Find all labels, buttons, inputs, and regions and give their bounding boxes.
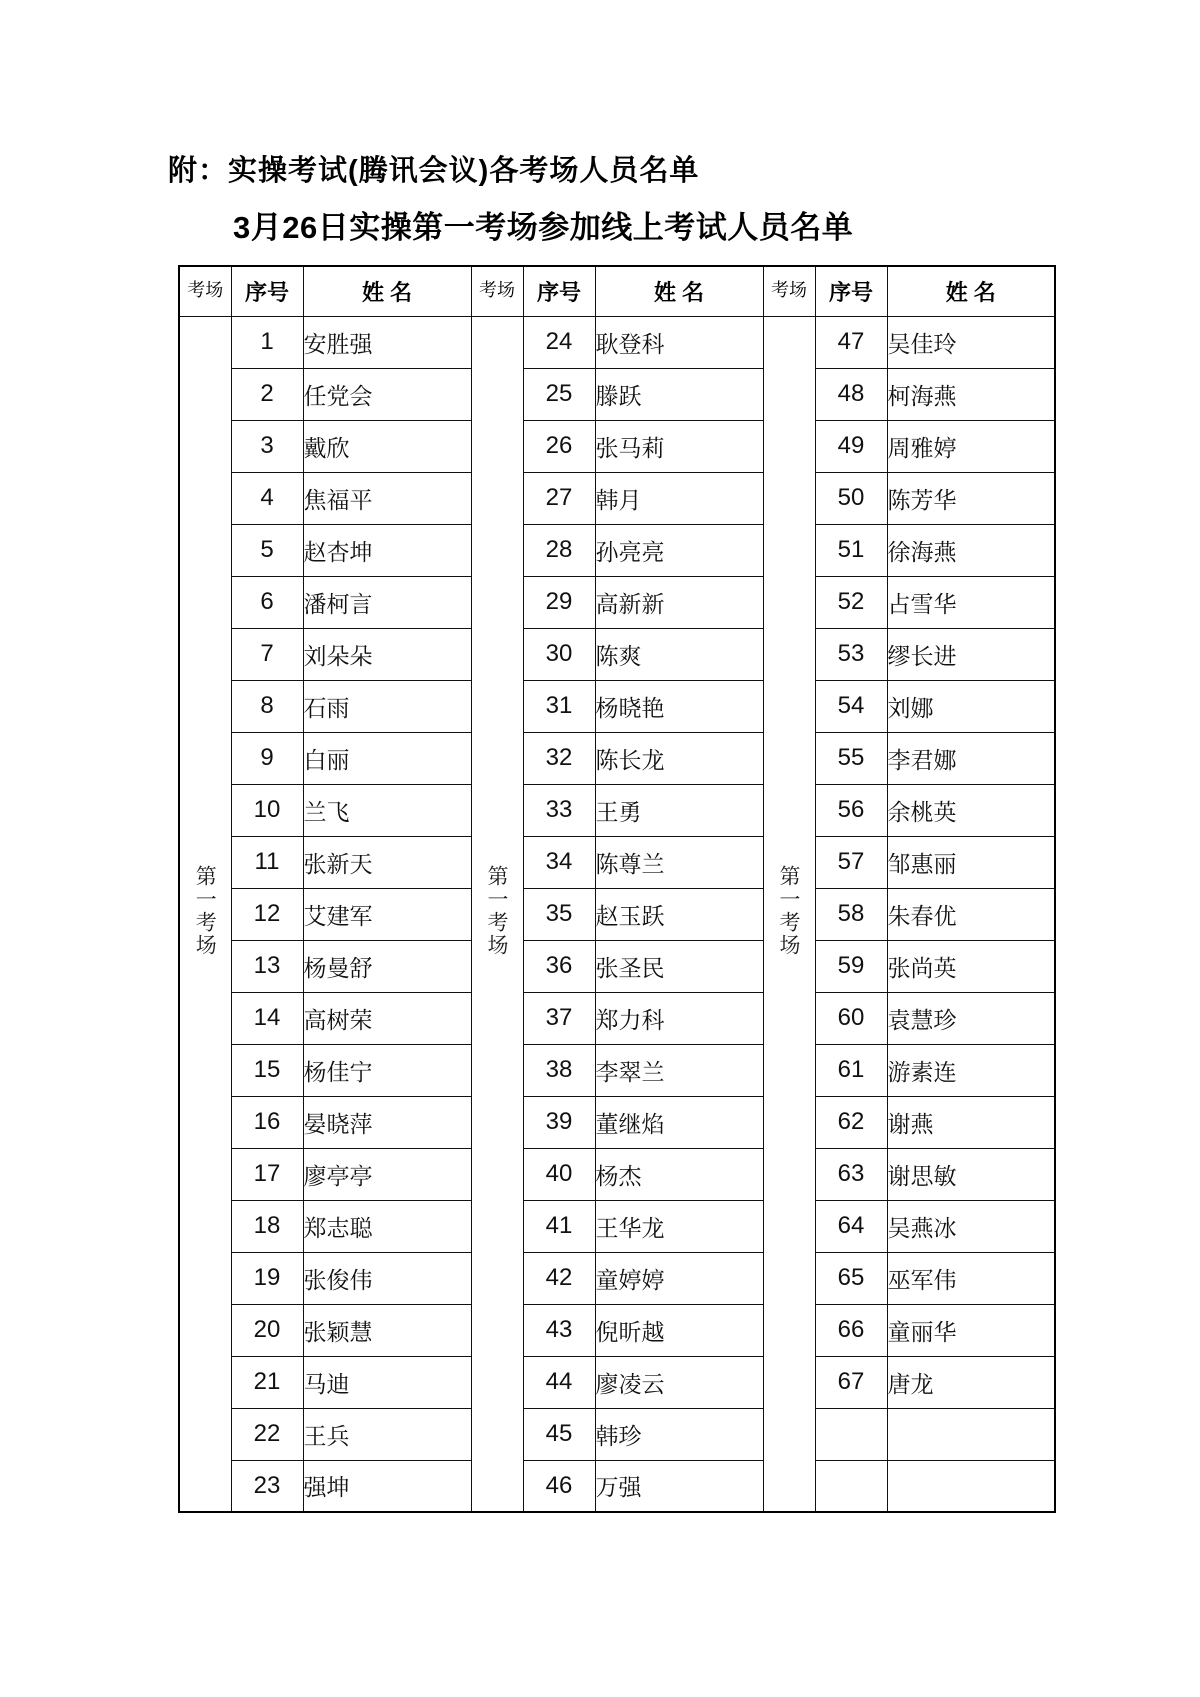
name-cell: 高新新 xyxy=(595,576,763,628)
seq-cell: 40 xyxy=(523,1148,595,1200)
table-row xyxy=(179,732,1055,784)
name-cell: 石雨 xyxy=(303,680,471,732)
seq-cell: 17 xyxy=(231,1148,303,1200)
room-header: 考场 xyxy=(763,266,815,316)
table-row xyxy=(179,1200,1055,1252)
room-cell xyxy=(471,316,523,1512)
name-cell: 袁慧珍 xyxy=(887,992,1055,1044)
table-row xyxy=(179,888,1055,940)
room-label: 第一考场 xyxy=(193,865,218,958)
seq-cell: 37 xyxy=(523,992,595,1044)
table-row xyxy=(179,420,1055,472)
room-label: 第一考场 xyxy=(777,865,801,958)
seq-cell: 48 xyxy=(815,368,887,420)
name-cell: 吴佳玲 xyxy=(887,316,1055,368)
table-row xyxy=(179,1096,1055,1148)
seq-cell: 3 xyxy=(231,420,303,472)
seq-cell: 47 xyxy=(815,316,887,368)
name-cell: 戴欣 xyxy=(303,420,471,472)
name-cell: 张新天 xyxy=(303,836,471,888)
seq-cell: 66 xyxy=(815,1304,887,1356)
seq-cell: 63 xyxy=(815,1148,887,1200)
seq-cell: 38 xyxy=(523,1044,595,1096)
seq-cell: 29 xyxy=(523,576,595,628)
name-cell: 韩珍 xyxy=(595,1408,763,1460)
table-row xyxy=(179,1356,1055,1408)
name-cell: 杨杰 xyxy=(595,1148,763,1200)
seq-cell: 33 xyxy=(523,784,595,836)
seq-cell: 13 xyxy=(231,940,303,992)
name-cell: 徐海燕 xyxy=(887,524,1055,576)
seq-cell: 39 xyxy=(523,1096,595,1148)
name-cell: 唐龙 xyxy=(887,1356,1055,1408)
seq-cell: 59 xyxy=(815,940,887,992)
name-cell: 余桃英 xyxy=(887,784,1055,836)
name-cell: 滕跃 xyxy=(595,368,763,420)
name-cell: 童丽华 xyxy=(887,1304,1055,1356)
name-cell: 白丽 xyxy=(303,732,471,784)
page-subtitle: 3月26日实操第一考场参加线上考试人员名单 xyxy=(233,210,854,245)
table-row xyxy=(179,680,1055,732)
seq-header: 序号 xyxy=(523,266,595,316)
seq-cell: 12 xyxy=(231,888,303,940)
name-cell: 焦福平 xyxy=(303,472,471,524)
seq-cell: 23 xyxy=(231,1460,303,1512)
seq-cell: 4 xyxy=(231,472,303,524)
seq-cell: 43 xyxy=(523,1304,595,1356)
name-cell: 李君娜 xyxy=(887,732,1055,784)
name-header: 姓 名 xyxy=(595,266,763,316)
name-cell: 缪长进 xyxy=(887,628,1055,680)
name-cell: 倪昕越 xyxy=(595,1304,763,1356)
name-cell: 兰飞 xyxy=(303,784,471,836)
seq-cell: 49 xyxy=(815,420,887,472)
seq-cell: 57 xyxy=(815,836,887,888)
seq-cell: 46 xyxy=(523,1460,595,1512)
name-cell: 董继焰 xyxy=(595,1096,763,1148)
seq-cell: 14 xyxy=(231,992,303,1044)
table-row xyxy=(179,1148,1055,1200)
table-row xyxy=(179,576,1055,628)
table-row xyxy=(179,784,1055,836)
seq-cell: 60 xyxy=(815,992,887,1044)
name-cell: 耿登科 xyxy=(595,316,763,368)
name-cell: 柯海燕 xyxy=(887,368,1055,420)
table-row xyxy=(179,524,1055,576)
name-header: 姓 名 xyxy=(887,266,1055,316)
name-cell: 马迪 xyxy=(303,1356,471,1408)
table-row xyxy=(179,1408,1055,1460)
name-cell: 陈尊兰 xyxy=(595,836,763,888)
name-cell: 高树荣 xyxy=(303,992,471,1044)
table-row xyxy=(179,1252,1055,1304)
name-cell: 杨佳宁 xyxy=(303,1044,471,1096)
roster-table xyxy=(178,265,1056,1513)
seq-cell: 64 xyxy=(815,1200,887,1252)
seq-cell: 53 xyxy=(815,628,887,680)
seq-cell: 52 xyxy=(815,576,887,628)
seq-cell: 31 xyxy=(523,680,595,732)
name-cell: 晏晓萍 xyxy=(303,1096,471,1148)
name-cell: 赵杏坤 xyxy=(303,524,471,576)
table-row xyxy=(179,992,1055,1044)
name-cell: 杨曼舒 xyxy=(303,940,471,992)
seq-cell: 1 xyxy=(231,316,303,368)
seq-cell xyxy=(815,1460,887,1512)
seq-cell: 26 xyxy=(523,420,595,472)
seq-cell: 6 xyxy=(231,576,303,628)
seq-cell: 9 xyxy=(231,732,303,784)
room-header: 考场 xyxy=(179,266,231,316)
seq-cell: 54 xyxy=(815,680,887,732)
seq-cell: 65 xyxy=(815,1252,887,1304)
name-cell: 周雅婷 xyxy=(887,420,1055,472)
name-cell xyxy=(887,1460,1055,1512)
name-cell: 安胜强 xyxy=(303,316,471,368)
seq-cell: 18 xyxy=(231,1200,303,1252)
seq-cell: 32 xyxy=(523,732,595,784)
name-cell: 郑力科 xyxy=(595,992,763,1044)
seq-cell: 34 xyxy=(523,836,595,888)
table-row xyxy=(179,628,1055,680)
table-header-row xyxy=(179,266,1055,316)
name-cell: 邹惠丽 xyxy=(887,836,1055,888)
room-label: 第一考场 xyxy=(485,865,509,958)
seq-cell: 10 xyxy=(231,784,303,836)
roster-table-body xyxy=(179,266,1055,1512)
name-cell: 张圣民 xyxy=(595,940,763,992)
name-cell: 廖亭亭 xyxy=(303,1148,471,1200)
seq-cell: 50 xyxy=(815,472,887,524)
seq-cell: 56 xyxy=(815,784,887,836)
seq-cell: 67 xyxy=(815,1356,887,1408)
name-cell: 张马莉 xyxy=(595,420,763,472)
name-cell: 张颖慧 xyxy=(303,1304,471,1356)
seq-cell: 5 xyxy=(231,524,303,576)
table-row xyxy=(179,1460,1055,1512)
name-cell: 朱春优 xyxy=(887,888,1055,940)
name-cell: 陈长龙 xyxy=(595,732,763,784)
table-row xyxy=(179,368,1055,420)
name-cell: 潘柯言 xyxy=(303,576,471,628)
name-cell: 吴燕冰 xyxy=(887,1200,1055,1252)
seq-cell: 16 xyxy=(231,1096,303,1148)
seq-cell: 22 xyxy=(231,1408,303,1460)
room-header: 考场 xyxy=(471,266,523,316)
name-header: 姓 名 xyxy=(303,266,471,316)
name-cell: 廖凌云 xyxy=(595,1356,763,1408)
table-row xyxy=(179,836,1055,888)
page-title: 附：实操考试(腾讯会议)各考场人员名单 xyxy=(168,155,700,187)
name-cell: 强坤 xyxy=(303,1460,471,1512)
name-cell: 王兵 xyxy=(303,1408,471,1460)
seq-cell: 21 xyxy=(231,1356,303,1408)
seq-cell: 35 xyxy=(523,888,595,940)
seq-cell: 44 xyxy=(523,1356,595,1408)
room-cell xyxy=(179,316,231,1512)
name-cell: 巫军伟 xyxy=(887,1252,1055,1304)
seq-cell: 45 xyxy=(523,1408,595,1460)
seq-cell: 41 xyxy=(523,1200,595,1252)
seq-cell: 55 xyxy=(815,732,887,784)
table-row xyxy=(179,940,1055,992)
name-cell: 张尚英 xyxy=(887,940,1055,992)
seq-cell: 25 xyxy=(523,368,595,420)
room-cell xyxy=(763,316,815,1512)
name-cell: 陈芳华 xyxy=(887,472,1055,524)
name-cell: 王勇 xyxy=(595,784,763,836)
name-cell: 任党会 xyxy=(303,368,471,420)
table-row xyxy=(179,316,1055,368)
seq-cell: 61 xyxy=(815,1044,887,1096)
name-cell: 游素连 xyxy=(887,1044,1055,1096)
seq-cell: 51 xyxy=(815,524,887,576)
seq-cell: 24 xyxy=(523,316,595,368)
seq-cell: 19 xyxy=(231,1252,303,1304)
name-cell: 童婷婷 xyxy=(595,1252,763,1304)
name-cell: 郑志聪 xyxy=(303,1200,471,1252)
name-cell: 艾建军 xyxy=(303,888,471,940)
name-cell: 刘朵朵 xyxy=(303,628,471,680)
seq-cell: 58 xyxy=(815,888,887,940)
seq-cell: 42 xyxy=(523,1252,595,1304)
table-row xyxy=(179,472,1055,524)
name-cell: 谢思敏 xyxy=(887,1148,1055,1200)
seq-cell: 15 xyxy=(231,1044,303,1096)
name-cell: 刘娜 xyxy=(887,680,1055,732)
seq-cell: 36 xyxy=(523,940,595,992)
seq-cell: 28 xyxy=(523,524,595,576)
seq-cell: 11 xyxy=(231,836,303,888)
name-cell: 王华龙 xyxy=(595,1200,763,1252)
seq-cell: 8 xyxy=(231,680,303,732)
name-cell xyxy=(887,1408,1055,1460)
name-cell: 李翠兰 xyxy=(595,1044,763,1096)
table-row xyxy=(179,1044,1055,1096)
name-cell: 谢燕 xyxy=(887,1096,1055,1148)
seq-cell: 27 xyxy=(523,472,595,524)
seq-cell: 62 xyxy=(815,1096,887,1148)
name-cell: 占雪华 xyxy=(887,576,1055,628)
seq-cell: 30 xyxy=(523,628,595,680)
seq-cell: 2 xyxy=(231,368,303,420)
name-cell: 万强 xyxy=(595,1460,763,1512)
table-row xyxy=(179,1304,1055,1356)
seq-cell xyxy=(815,1408,887,1460)
seq-header: 序号 xyxy=(815,266,887,316)
seq-cell: 20 xyxy=(231,1304,303,1356)
name-cell: 陈爽 xyxy=(595,628,763,680)
name-cell: 韩月 xyxy=(595,472,763,524)
name-cell: 赵玉跃 xyxy=(595,888,763,940)
seq-header: 序号 xyxy=(231,266,303,316)
name-cell: 孙亮亮 xyxy=(595,524,763,576)
seq-cell: 7 xyxy=(231,628,303,680)
name-cell: 张俊伟 xyxy=(303,1252,471,1304)
name-cell: 杨晓艳 xyxy=(595,680,763,732)
